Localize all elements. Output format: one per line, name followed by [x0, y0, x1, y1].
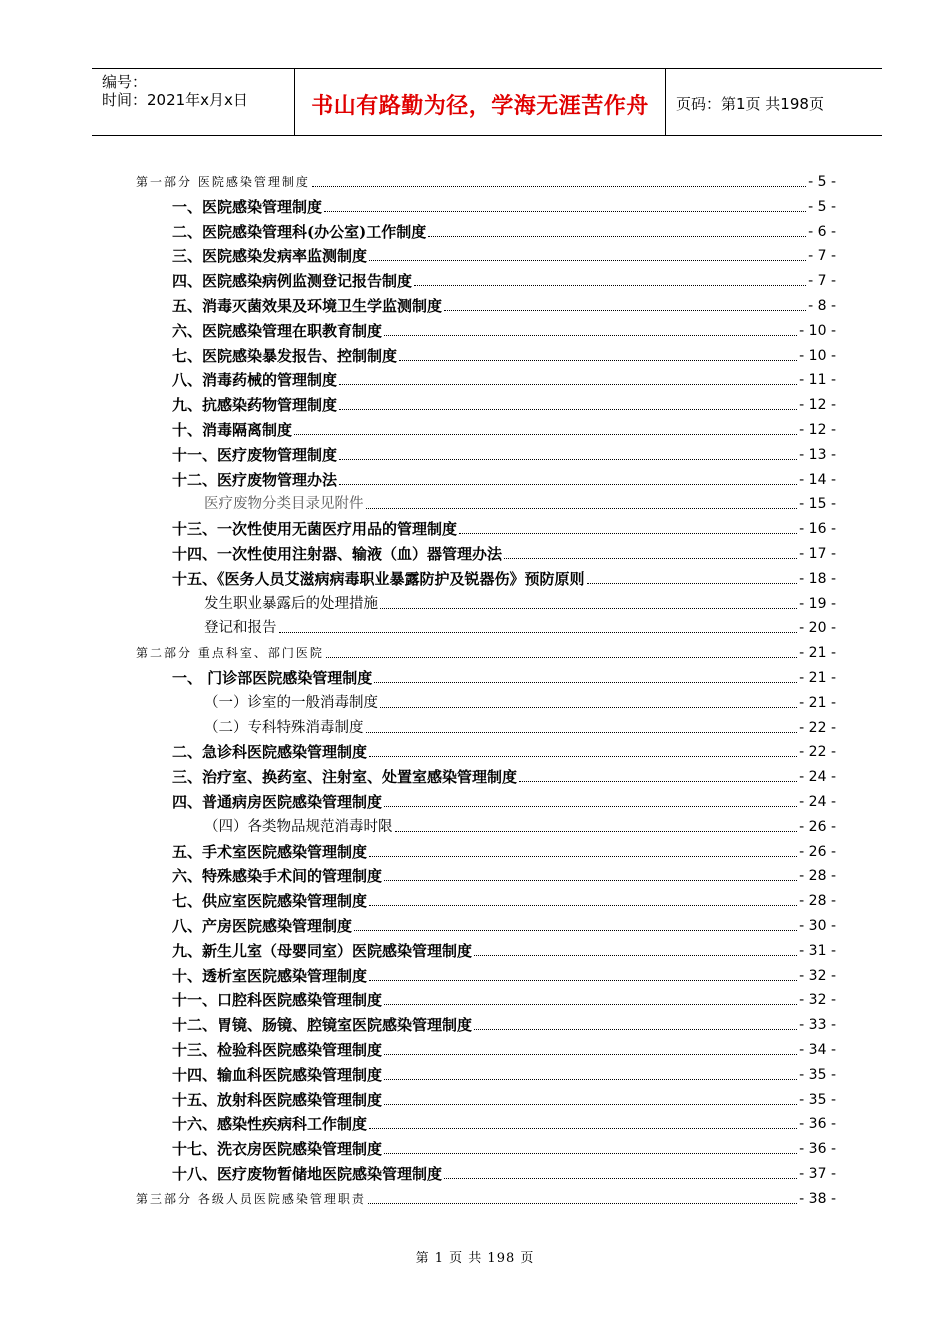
toc-entry-title: 六、特殊感染手术间的管理制度: [172, 867, 383, 886]
toc-entry-page-number: - 10 -: [799, 322, 836, 339]
toc-dot-leader: [399, 360, 797, 361]
toc-entry-title: 七、供应室医院感染管理制度: [172, 892, 368, 911]
toc-entry-page-number: - 26 -: [799, 818, 836, 835]
toc-entry-page-number: - 15 -: [799, 496, 836, 513]
toc-entry-title: 第三部分 各级人员医院感染管理职责: [136, 1191, 366, 1206]
toc-entry-page-number: - 16 -: [799, 521, 836, 538]
toc-entry[interactable]: [172, 889, 836, 911]
toc-entry-page-number: - 20 -: [799, 620, 836, 637]
toc-dot-leader: [444, 310, 806, 311]
toc-entry-title: （一）诊室的一般消毒制度: [204, 694, 378, 711]
toc-entry-page-number: - 22 -: [799, 744, 836, 761]
toc-dot-leader: [339, 384, 797, 385]
toc-entry-title: 九、新生儿室（母婴同室）医院感染管理制度: [172, 941, 473, 960]
toc-dot-leader: [339, 459, 797, 460]
toc-entry-page-number: - 5 -: [808, 174, 836, 190]
toc-entry-title: （二）专科特殊消毒制度: [204, 719, 364, 736]
toc-entry-page-number: - 8 -: [808, 298, 836, 314]
toc-entry[interactable]: [172, 269, 836, 291]
toc-entry-page-number: - 33 -: [799, 1017, 836, 1034]
toc-entry-page-number: - 32 -: [799, 967, 836, 984]
toc-entry-page-number: - 35 -: [799, 1091, 836, 1108]
toc-entry[interactable]: [204, 815, 836, 837]
toc-entry-title: 十、透析室医院感染管理制度: [172, 966, 368, 985]
toc-entry-title: 十五、放射科医院感染管理制度: [172, 1090, 383, 1109]
toc-entry-title: 二、医院感染管理科(办公室)工作制度: [172, 222, 427, 241]
toc-dot-leader: [326, 657, 797, 658]
toc-dot-leader: [587, 583, 798, 584]
toc-entry-page-number: - 17 -: [799, 546, 836, 562]
toc-entry-title: 一、医院感染管理制度: [172, 197, 323, 216]
toc-entry[interactable]: [172, 567, 836, 589]
toc-entry-title: 十八、医疗废物暂储地医院感染管理制度: [172, 1165, 443, 1183]
toc-dot-leader: [504, 558, 797, 559]
toc-entry-page-number: - 10 -: [799, 347, 836, 364]
toc-entry[interactable]: [204, 716, 836, 738]
toc-entry-title: 三、医院感染发病率监测制度: [172, 247, 368, 266]
toc-entry[interactable]: [172, 964, 836, 986]
header-motto-cell: [294, 69, 666, 135]
toc-entry-title: 登记和报告: [204, 620, 277, 637]
toc-entry-title: 一、 门诊部医院感染管理制度: [172, 669, 373, 687]
toc-entry-page-number: - 21 -: [799, 670, 836, 686]
toc-entry[interactable]: [172, 1112, 836, 1134]
toc-dot-leader: [279, 632, 798, 633]
document-number-label: 编号：: [102, 73, 148, 91]
toc-entry-title: 十四、一次性使用注射器、输液（血）器管理办法: [172, 545, 503, 563]
toc-entry-page-number: - 13 -: [799, 446, 836, 463]
toc-entry[interactable]: [172, 740, 836, 762]
toc-entry-title: 十三、检验科医院感染管理制度: [172, 1041, 383, 1059]
header-page-cell: [666, 69, 882, 135]
toc-dot-leader: [369, 980, 797, 981]
toc-entry[interactable]: [172, 443, 836, 465]
toc-dot-leader: [324, 211, 806, 212]
toc-entry-page-number: - 35 -: [799, 1066, 836, 1083]
toc-entry[interactable]: [172, 939, 836, 961]
toc-part-heading[interactable]: [136, 170, 836, 192]
toc-entry[interactable]: [172, 418, 836, 440]
toc-entry[interactable]: [172, 840, 836, 862]
toc-entry-title: 第一部分 医院感染管理制度: [136, 175, 310, 189]
toc-entry-title: 十二、胃镜、肠镜、腔镜室医院感染管理制度: [172, 1016, 473, 1035]
toc-dot-leader: [459, 533, 797, 534]
toc-entry-title: 六、医院感染管理在职教育制度: [172, 321, 383, 340]
toc-dot-leader: [519, 781, 797, 782]
document-time-label: 时间：2021年x月x日: [102, 91, 248, 109]
document-header-table: [92, 68, 882, 136]
toc-entry[interactable]: [172, 368, 836, 390]
toc-entry-page-number: - 36 -: [799, 1116, 836, 1133]
toc-entry[interactable]: [172, 1063, 836, 1085]
toc-dot-leader: [384, 1079, 797, 1080]
toc-entry-page-number: - 5 -: [808, 198, 836, 215]
toc-dot-leader: [384, 1004, 797, 1005]
toc-entry[interactable]: [172, 988, 836, 1010]
toc-entry[interactable]: [204, 691, 836, 713]
toc-entry-page-number: - 18 -: [799, 570, 836, 587]
toc-entry[interactable]: [172, 1137, 836, 1159]
toc-dot-leader: [380, 608, 797, 609]
toc-entry-title: 十七、洗衣房医院感染管理制度: [172, 1140, 383, 1159]
toc-entry[interactable]: [172, 294, 836, 316]
toc-dot-leader: [369, 856, 797, 857]
toc-entry-title: 四、普通病房医院感染管理制度: [172, 793, 383, 811]
toc-entry-page-number: - 7 -: [808, 273, 836, 290]
toc-entry[interactable]: [172, 517, 836, 539]
toc-entry-title: 九、抗感染药物管理制度: [172, 396, 338, 415]
toc-dot-leader: [369, 756, 797, 757]
toc-entry-page-number: - 6 -: [808, 223, 836, 240]
toc-entry-title: 四、医院感染病例监测登记报告制度: [172, 272, 413, 291]
toc-entry[interactable]: [172, 244, 836, 266]
toc-dot-leader: [369, 1128, 797, 1129]
toc-entry[interactable]: [172, 914, 836, 936]
toc-entry-page-number: - 7 -: [808, 248, 836, 265]
header-page-info: 页码：第1页 共198页: [676, 95, 824, 113]
toc-dot-leader: [384, 1104, 797, 1105]
toc-dot-leader: [384, 880, 797, 881]
toc-entry-title: 十、消毒隔离制度: [172, 421, 293, 439]
toc-entry[interactable]: [172, 344, 836, 366]
toc-dot-leader: [369, 905, 797, 906]
toc-entry-page-number: - 22 -: [799, 719, 836, 736]
toc-entry-page-number: - 12 -: [799, 397, 836, 414]
toc-dot-leader: [368, 1203, 797, 1204]
toc-entry[interactable]: [172, 220, 836, 242]
toc-entry[interactable]: [172, 666, 836, 688]
toc-dot-leader: [384, 1153, 797, 1154]
toc-entry-page-number: - 24 -: [799, 794, 836, 810]
header-motto: 书山有路勤为径，学海无涯苦作舟: [311, 94, 649, 119]
toc-entry-page-number: - 34 -: [799, 1042, 836, 1058]
toc-entry-title: 八、产房医院感染管理制度: [172, 917, 353, 935]
toc-dot-leader: [384, 335, 797, 336]
toc-entry[interactable]: [172, 1013, 836, 1035]
toc-entry-title: 医疗废物分类目录见附件: [204, 496, 364, 513]
toc-entry-page-number: - 21 -: [799, 645, 836, 662]
toc-dot-leader: [374, 682, 797, 683]
toc-dot-leader: [384, 806, 797, 807]
toc-entry-page-number: - 21 -: [799, 694, 836, 711]
toc-entry-title: 五、手术室医院感染管理制度: [172, 842, 368, 861]
toc-entry-title: 七、医院感染暴发报告、控制制度: [172, 346, 398, 365]
toc-entry-title: 十五、《医务人员艾滋病病毒职业暴露防护及锐器伤》预防原则: [172, 569, 585, 588]
toc-dot-leader: [369, 260, 806, 261]
toc-part-heading[interactable]: [136, 641, 836, 663]
toc-dot-leader: [366, 732, 798, 733]
toc-dot-leader: [428, 236, 806, 237]
toc-entry[interactable]: [204, 616, 836, 638]
toc-dot-leader: [444, 1178, 797, 1179]
toc-dot-leader: [384, 1054, 797, 1055]
toc-entry-title: 五、消毒灭菌效果及环境卫生学监测制度: [172, 297, 443, 315]
toc-entry-page-number: - 37 -: [799, 1166, 836, 1182]
toc-dot-leader: [354, 930, 797, 931]
toc-entry-title: 二、急诊科医院感染管理制度: [172, 743, 368, 762]
toc-dot-leader: [414, 285, 806, 286]
toc-entry-title: 八、消毒药械的管理制度: [172, 371, 338, 390]
toc-entry-title: 十一、医疗废物管理制度: [172, 445, 338, 464]
toc-entry-title: 十一、口腔科医院感染管理制度: [172, 991, 383, 1010]
toc-entry-page-number: - 12 -: [799, 422, 836, 438]
toc-entry-title: 十三、一次性使用无菌医疗用品的管理制度: [172, 520, 458, 539]
toc-entry[interactable]: [172, 790, 836, 812]
toc-dot-leader: [366, 508, 798, 509]
toc-entry-page-number: - 11 -: [799, 372, 836, 389]
toc-part-heading[interactable]: [136, 1187, 836, 1209]
toc-dot-leader: [339, 484, 797, 485]
toc-entry[interactable]: [172, 864, 836, 886]
toc-dot-leader: [474, 955, 797, 956]
header-meta-cell: [92, 69, 294, 135]
toc-dot-leader: [339, 409, 797, 410]
toc-dot-leader: [312, 186, 806, 187]
toc-dot-leader: [474, 1029, 797, 1030]
toc-entry-title: （四）各类物品规范消毒时限: [204, 818, 393, 835]
toc-entry-title: 第二部分 重点科室、部门医院: [136, 646, 324, 661]
toc-entry-page-number: - 24 -: [799, 769, 836, 786]
toc-entry[interactable]: [172, 1038, 836, 1060]
toc-entry-page-number: - 38 -: [799, 1190, 836, 1207]
toc-entry-title: 发生职业暴露后的处理措施: [204, 595, 378, 612]
toc-entry-page-number: - 31 -: [799, 942, 836, 959]
toc-dot-leader: [380, 707, 797, 708]
toc-entry-title: 十四、输血科医院感染管理制度: [172, 1065, 383, 1084]
toc-entry-page-number: - 32 -: [799, 992, 836, 1009]
toc-entry-page-number: - 28 -: [799, 893, 836, 910]
toc-entry[interactable]: [172, 1088, 836, 1110]
toc-entry-page-number: - 28 -: [799, 868, 836, 885]
toc-entry-page-number: - 26 -: [799, 843, 836, 860]
toc-dot-leader: [395, 831, 798, 832]
toc-entry[interactable]: [172, 195, 836, 217]
toc-entry-page-number: - 30 -: [799, 918, 836, 934]
toc-entry-page-number: - 19 -: [799, 595, 836, 612]
toc-entry-title: 十二、医疗废物管理办法: [172, 470, 338, 489]
page-footer: 第 1 页 共 198 页: [415, 1251, 535, 1266]
toc-entry[interactable]: [172, 765, 836, 787]
toc-entry[interactable]: [172, 468, 836, 490]
toc-entry[interactable]: [172, 542, 836, 564]
toc-entry-page-number: - 36 -: [799, 1141, 836, 1158]
toc-entry-page-number: - 14 -: [799, 471, 836, 488]
toc-entry[interactable]: [172, 319, 836, 341]
toc-dot-leader: [294, 434, 797, 435]
toc-entry[interactable]: [204, 492, 836, 514]
toc-entry[interactable]: [172, 393, 836, 415]
toc-entry[interactable]: [204, 592, 836, 614]
toc-entry-title: 十六、感染性疾病科工作制度: [172, 1115, 368, 1134]
toc-entry[interactable]: [172, 1162, 836, 1184]
toc-entry-title: 三、治疗室、换药室、注射室、处置室感染管理制度: [172, 768, 518, 787]
